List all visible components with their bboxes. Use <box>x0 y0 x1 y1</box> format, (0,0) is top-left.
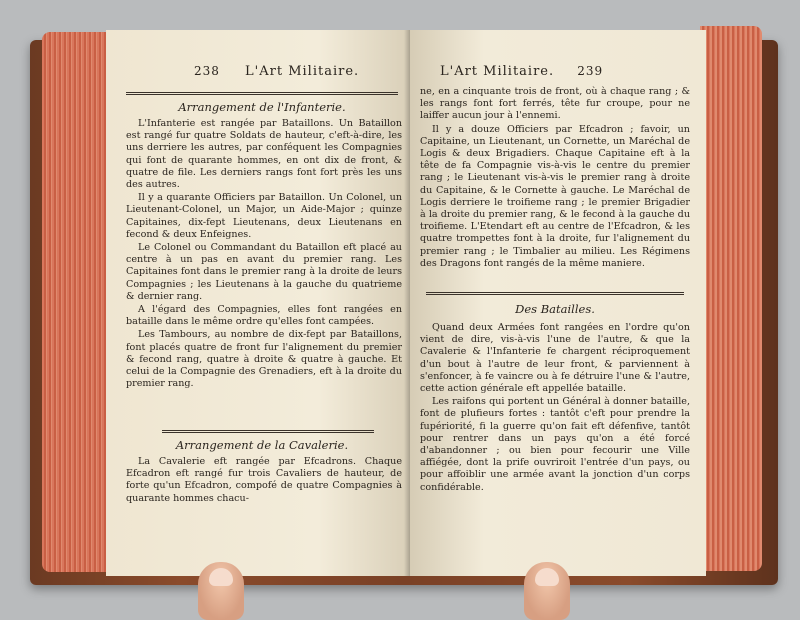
section-body-cavalerie <box>126 456 402 506</box>
right-running-head <box>440 64 603 79</box>
left-header-rule <box>126 92 398 95</box>
section-divider-rule <box>162 430 374 433</box>
right-page-number: 239 <box>577 64 604 78</box>
left-page-edges <box>42 32 112 572</box>
section-title-batailles: Des Batailles. <box>515 302 595 316</box>
cavalerie-continued-body <box>420 86 690 271</box>
paragraph: A l'égard des Compagnies, elles font rangées en bataille dans le même ordre qu'elles font campées. <box>126 304 402 328</box>
right-thumb <box>524 562 570 620</box>
section-divider-rule <box>426 292 684 295</box>
right-page-edges <box>700 26 762 571</box>
left-thumb <box>198 562 244 620</box>
left-running-head <box>194 64 359 79</box>
paragraph: Les Tambours, au nombre de dix-fept par Bataillons, font placés quatre de front fur l'alignement du premier & fecond rang, quatre à droite & quatre à gauche. Et celui de la Compagnie des Grenadiers, eft à la droite du premier rang. <box>126 329 402 390</box>
paragraph: ne, en a cinquante trois de front, où à chaque rang ; & les rangs font fort ferrés, tête fur croupe, pour ne laiffer aucun jour à l'ennemi. <box>420 86 690 122</box>
paragraph: Les raifons qui portent un Général à donner bataille, font de plufieurs fortes : tantôt c'eft pour prendre la fupériorité, fi la guerre qu'on fait eft défenfive, tantôt pour rentrer dans un pays qu'on a été forcé d'abandonner ; ou bien pour fecourir une Ville affiégée, dont la prife ouvriroit l'entrée d'un pays, ou pour affoiblir une armée avant la jonction d'un corps confidérable. <box>420 396 690 493</box>
right-running-title: L'Art Militaire. <box>440 64 555 79</box>
left-page <box>106 30 410 576</box>
paragraph: L'Infanterie est rangée par Bataillons. Un Bataillon est rangé fur quatre Soldats de hauteur, c'eft-à-dire, les uns derriere les autres, par conféquent les Compagnies qui font de quarante hommes, en ont dix de front, & quatre de file. Les derniers rangs font fort près les uns des autres. <box>126 118 402 191</box>
paragraph: La Cavalerie eft rangée par Efcadrons. Chaque Efcadron eft rangé fur trois Cavaliers de hauteur, de forte qu'un Efcadron, compofé de quatre Compagnies à quarante hommes chacu- <box>126 456 402 504</box>
right-page <box>410 30 706 576</box>
section-body-batailles <box>420 322 690 495</box>
section-title-infanterie: Arrangement de l'Infanterie. <box>178 100 346 114</box>
section-body-infanterie <box>126 118 402 391</box>
paragraph: Il y a douze Officiers par Efcadron ; favoir, un Capitaine, un Lieutenant, un Cornette, un Maréchal de Logis & deux Brigadiers. Chaque Capitaine eft à la tête de fa Compagnie vis-à-vis le centre du premier rang ; le Lieutenant vis-à-vis le premier rang à droite du Capitaine, & le Cornette à gauche. Le Maréchal de Logis derriere le troifieme rang ; le premier Brigadier à la droite du premier rang, & le fecond à la gauche du troifieme. L'Etendart eft au centre de l'Efcadron, & les quatre trompettes font à la droite, fur l'alignement du premier rang ; le Timbalier au milieu. Les Régimens des Dragons font rangés de la même maniere. <box>420 123 690 269</box>
paragraph: Il y a quarante Officiers par Bataillon. Un Colonel, un Lieutenant-Colonel, un Major, un Aide-Major ; quinze Capitaines, dix-fept Lieutenans, deux Lieutenans en fecond & deux Enfeignes. <box>126 192 402 240</box>
paragraph: Quand deux Armées font rangées en l'ordre qu'on vient de dire, vis-à-vis l'une de l'autre, & que la Cavalerie & l'Infanterie fe chargent réciproquement d'un bout à l'autre de leur front, & parviennent à s'enfoncer, à fe vaincre ou à fe détruire l'une & l'autre, cette action générale eft appellée bataille. <box>420 322 690 395</box>
left-running-title: L'Art Militaire. <box>245 64 360 79</box>
paragraph: Le Colonel ou Commandant du Bataillon eft placé au centre à un pas en avant du premier rang. Les Capitaines font dans le premier rang à la droite de leurs Compagnies ; les Lieutenans à la gauche du quatrieme & dernier rang. <box>126 242 402 302</box>
section-title-cavalerie: Arrangement de la Cavalerie. <box>175 438 349 452</box>
left-page-number: 238 <box>194 64 220 78</box>
